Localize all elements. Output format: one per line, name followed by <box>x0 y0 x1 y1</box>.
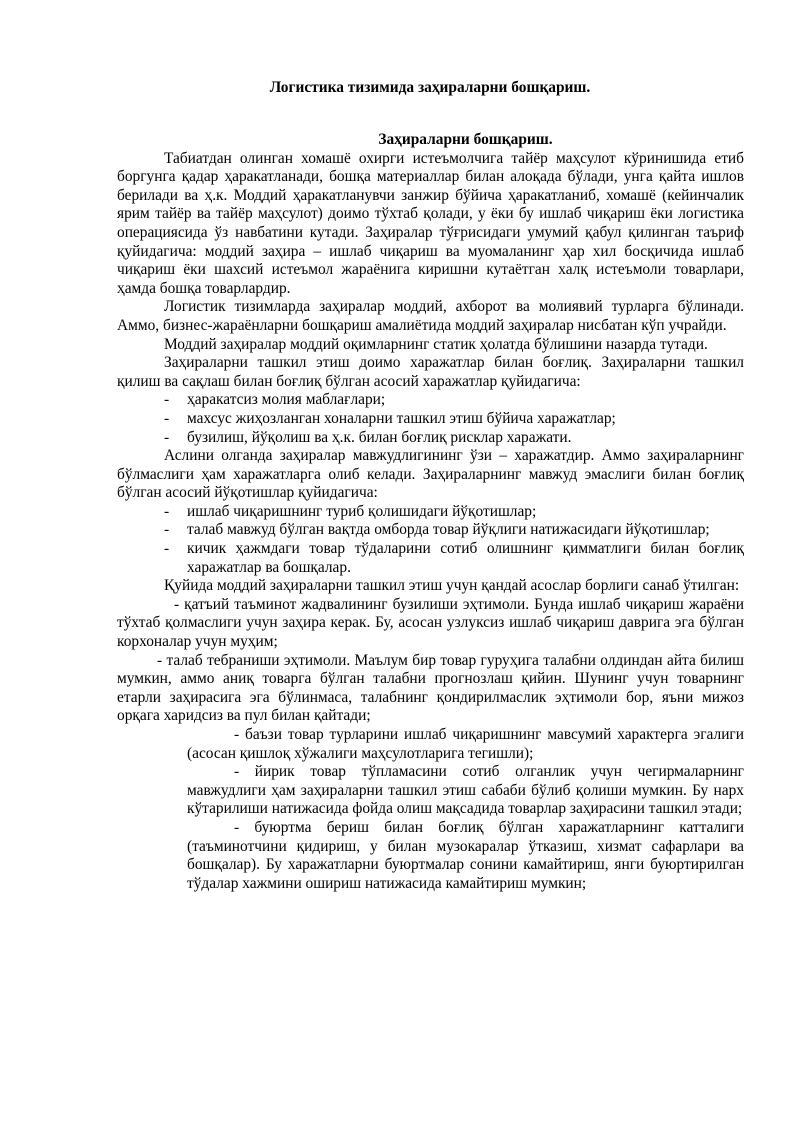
list-item: - кичик ҳажмдаги товар тўдаларини сотиб олишнинг қимматлиги билан боғлиқ харажатлар ва бошқалар. <box>117 540 744 577</box>
list-item: - бузилиш, йўқолиш ва ҳ.к. билан боғлиқ рисклар харажати. <box>117 429 744 448</box>
costs-list <box>117 391 744 447</box>
list-item: - талаб мавжуд бўлган вақтда омборда товар йўқлиги натижасидаги йўқотишлар; <box>117 521 744 540</box>
sub-item-1: - баъзи товар турларини ишлаб чиқаришнинг мавсумий характерга эгалиги (асосан қишлоқ хўжалиги маҳсулотларига тегишли); <box>187 726 744 762</box>
list-item: - ишлаб чиқаришнинг туриб қолишидаги йўқотишлар; <box>117 503 744 522</box>
paragraph-6: Қуйида моддий заҳираларни ташкил этиш учун қандай асослар борлиги санаб ўтилган: <box>164 577 740 595</box>
paragraph-3: Моддий заҳиралар моддий оқимларнинг статик ҳолатда бўлишини назарда тутади. <box>164 335 708 353</box>
losses-list <box>117 503 744 577</box>
paragraph-4: Заҳираларни ташкил этиш доимо харажатлар билан боғлиқ. Заҳираларни ташкил қилиш ва сақлаш билан боғлиқ бўлган асосий харажатлар қуйидагича: <box>117 354 744 390</box>
paragraph-7: - қатъий таъминот жадвалининг бузилиши эҳтимоли. Бунда ишлаб чиқариш жараёни тўхтаб қолмаслиги учун заҳира керак. Бу, асосан узлуксиз ишлаб чиқариш даврига эга бўлган корхоналар учун муҳим; <box>117 595 744 651</box>
list-item: - ҳаракатсиз молия маблағлари; <box>117 391 744 410</box>
list-item: - махсус жиҳозланган хоналарни ташкил этиш бўйича харажатлар; <box>117 410 744 429</box>
document-title: Логистика тизимида заҳираларни бошқариш. <box>269 79 591 96</box>
sub-item-2: - йирик товар тўпламасини сотиб олганлик учун чегирмаларнинг мавжудлиги ҳам заҳираларни ташкил этиш сабаби бўлиб қолиши мумкин. Бу нарх кўтарилиши натижасида фойда олиш мақсадида товарлар заҳирасини ташкил этади; <box>187 763 744 818</box>
paragraph-1: Табиатдан олинган хомашё охирги истеъмолчига тайёр маҳсулот кўринишида етиб боргунга қадар ҳаракатланади, бошқа материаллар билан алоқада бўлади, унга қайта ишлов берилади ва ҳ.к. Моддий ҳаракатланувчи занжир бўйича ҳаракатланиб, хомашё (кейинчалик ярим тайёр ва тайёр маҳсулот) доимо тўхтаб қолади, у ёки бу ишлаб чиқариш ёки логистика операциясида ўз навбатини кутади. Заҳиралар тўғрисидаги умумий қабул қилинган таъриф қуйидагича: моддий заҳира – ишлаб чиқариш ва муомаланинг ҳар хил босқичида ишлаб чиқариш ёки шахсий истеъмол жараёнига киришни кутаётган халқ истеъмоли товарлари, ҳамда бошқа товарлардир. <box>117 149 744 297</box>
sub-item-3: - буюртма бериш билан боғлиқ бўлган харажатларнинг катталиги (таъминотчини қидириш, у билан музокаралар ўтказиш, хизмат сафарлари ва бошқалар). Бу харажатларни буюртмалар сонини камайтириш, янги буюртирилган тўдалар хажмини ошириш натижасида камайтириш мумкин; <box>187 818 744 892</box>
document-body <box>117 131 744 893</box>
paragraph-2: Логистик тизимларда заҳиралар моддий, ахборот ва молиявий турларга бўлинади. Аммо, бизнес-жараёнларни бошқариш амалиётида моддий заҳиралар нисбатан кўп учрайди. <box>117 298 744 334</box>
paragraph-5: Аслини олганда заҳиралар мавжудлигининг ўзи – харажатдир. Аммо заҳираларнинг бўлмаслиги ҳам харажатларга олиб келади. Заҳираларнинг мавжуд эмаслиги билан боғлиқ бўлган асосий йўқотишлар қуйидагича: <box>117 447 744 502</box>
section-heading: Заҳираларни бошқариш. <box>378 131 553 148</box>
paragraph-8: - талаб тебраниши эҳтимоли. Маълум бир товар гуруҳига талабни олдиндан айта билиш мумкин, аммо аниқ товарга бўлган талабни прогнозлаш қийин. Шунинг учун товарнинг етарли заҳирасига эга бўлинмаса, талабнинг қондирилмаслик эҳтимоли бор, яъни мижоз орқага харидсиз ва пул билан қайтади; <box>117 651 744 725</box>
sub-list <box>117 726 744 893</box>
